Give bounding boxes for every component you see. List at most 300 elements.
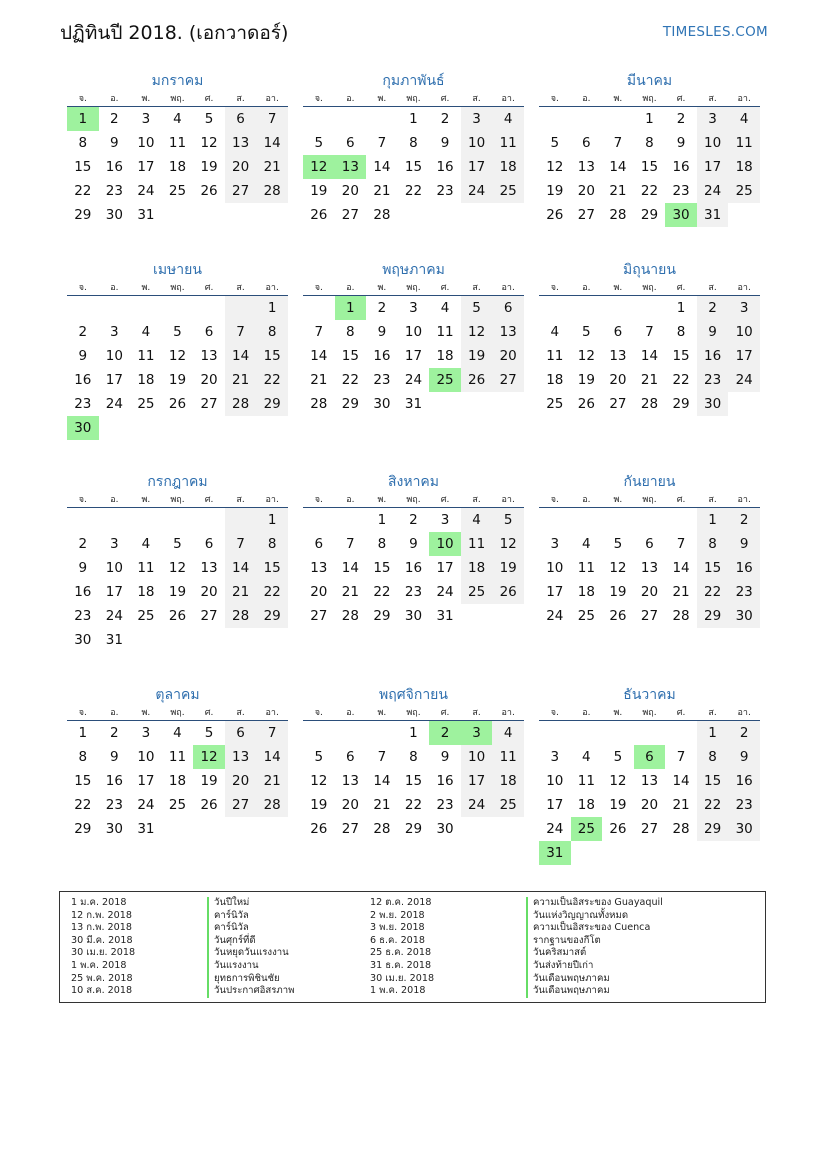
day-cell: 16 — [697, 344, 729, 368]
empty-cell — [539, 107, 571, 131]
empty-cell — [130, 508, 162, 532]
weekday-label: อา. — [265, 495, 279, 505]
day-cell: 12 — [492, 532, 524, 556]
weekday-label: จ. — [550, 708, 559, 718]
day-cell: 23 — [697, 368, 729, 392]
weekday-label: อา. — [501, 94, 515, 104]
day-cell: 29 — [74, 207, 92, 223]
month-block — [67, 684, 288, 841]
day-cell: 17 — [728, 344, 760, 368]
weekday-label: ส. — [708, 94, 717, 104]
month-name: มกราคม — [151, 73, 204, 89]
day-cell: 17 — [137, 159, 155, 175]
weekday-label: ศ. — [204, 495, 214, 505]
day-cell: 20 — [225, 769, 257, 793]
weekday-label: ส. — [236, 94, 245, 104]
day-cell: 27 — [200, 396, 218, 412]
holiday-date: 2 พ.ย. 2018 — [370, 909, 425, 921]
day-cell: 3 — [461, 107, 493, 131]
day-cell: 16 — [436, 773, 454, 789]
day-cell: 17 — [137, 773, 155, 789]
day-cell: 23 — [672, 183, 690, 199]
day-cell: 4 — [492, 721, 524, 745]
weekday-label: อ. — [110, 708, 119, 718]
weekday-label: พฤ. — [406, 283, 421, 293]
day-cell: 31 — [436, 608, 454, 624]
day-cell: 29 — [404, 821, 423, 837]
holiday-date: 30 เม.ย. 2018 — [71, 947, 136, 959]
weekday-label: ส. — [236, 283, 245, 293]
day-cell: 23 — [74, 396, 92, 412]
day-cell: 9 — [440, 749, 450, 765]
empty-cell — [366, 721, 398, 745]
day-cell: 8 — [78, 749, 88, 765]
day-cell: 18 — [137, 584, 155, 600]
weekday-label: ศ. — [440, 708, 450, 718]
day-cell: 7 — [225, 320, 257, 344]
day-cell: 11 — [492, 745, 524, 769]
day-cell: 24 — [404, 372, 423, 388]
day-cell-holiday: 12 — [193, 745, 225, 769]
weekday-label: อา. — [265, 94, 279, 104]
holiday-date: 30 เม.ย. 2018 — [370, 972, 435, 984]
day-cell: 17 — [461, 769, 493, 793]
holiday-date: 12 ต.ค. 2018 — [370, 897, 432, 908]
day-cell: 2 — [78, 324, 88, 340]
weekday-label: ส. — [708, 283, 717, 293]
day-cell: 25 — [492, 793, 524, 817]
weekday-label: อ. — [110, 283, 119, 293]
holiday-names-left — [207, 897, 294, 998]
weekday-header — [539, 706, 760, 721]
day-cell: 6 — [225, 107, 257, 131]
empty-cell — [571, 296, 603, 320]
day-cell: 4 — [582, 536, 591, 552]
day-cell: 24 — [461, 179, 493, 203]
weekday-label: อ. — [346, 495, 355, 505]
weekday-label: พฤ. — [406, 94, 421, 104]
holiday-name: ความเป็นอิสระของ Guayaquil — [526, 897, 663, 910]
day-cell: 27 — [200, 608, 218, 624]
empty-cell — [303, 721, 335, 745]
day-cell-holiday: 6 — [634, 745, 666, 769]
day-cell: 26 — [310, 207, 328, 223]
weekday-label: จ. — [550, 283, 559, 293]
day-cell: 20 — [341, 183, 359, 199]
day-cell: 19 — [168, 584, 187, 600]
day-cell: 12 — [310, 773, 328, 789]
weekday-label: พ. — [613, 495, 623, 505]
month-block — [539, 70, 760, 227]
day-cell: 25 — [546, 396, 564, 412]
day-cell: 31 — [137, 821, 155, 837]
day-cell: 20 — [640, 797, 659, 813]
day-cell: 26 — [546, 207, 564, 223]
weekday-label: จ. — [78, 94, 87, 104]
day-cell: 3 — [409, 300, 418, 316]
day-cell: 3 — [440, 512, 450, 528]
day-cell: 12 — [609, 773, 627, 789]
day-grid — [539, 296, 760, 416]
day-cell: 7 — [676, 536, 686, 552]
day-cell: 9 — [440, 135, 450, 151]
day-cell: 21 — [256, 769, 288, 793]
weekday-label: ส. — [708, 708, 717, 718]
empty-cell — [335, 721, 367, 745]
day-cell: 27 — [640, 821, 659, 837]
day-cell: 5 — [613, 749, 623, 765]
empty-cell — [303, 508, 335, 532]
day-cell: 5 — [461, 296, 493, 320]
day-cell: 3 — [110, 324, 119, 340]
day-cell: 4 — [492, 107, 524, 131]
day-cell: 20 — [341, 797, 359, 813]
holiday-date: 25 พ.ค. 2018 — [71, 972, 133, 984]
day-cell: 11 — [546, 348, 564, 364]
holiday-name: วันปีใหม่ — [207, 897, 294, 910]
weekday-label: พฤ. — [642, 495, 657, 505]
day-cell: 28 — [256, 179, 288, 203]
site-brand-link[interactable]: TIMESLES.COM — [662, 24, 768, 40]
weekday-label: ส. — [472, 708, 481, 718]
day-cell: 21 — [672, 797, 690, 813]
empty-cell — [634, 296, 666, 320]
day-cell: 22 — [640, 183, 659, 199]
day-cell: 6 — [582, 135, 591, 151]
day-cell: 17 — [546, 797, 564, 813]
day-cell: 30 — [373, 396, 391, 412]
month-block — [539, 684, 760, 865]
day-cell: 13 — [310, 560, 328, 576]
day-cell: 7 — [225, 532, 257, 556]
day-cell: 26 — [492, 580, 524, 604]
day-cell: 10 — [105, 348, 123, 364]
day-cell: 19 — [609, 584, 627, 600]
day-cell: 26 — [310, 821, 328, 837]
day-cell: 14 — [310, 348, 328, 364]
weekday-label: ศ. — [204, 708, 214, 718]
holiday-date: 12 ก.พ. 2018 — [71, 909, 132, 921]
day-cell: 18 — [546, 372, 564, 388]
day-cell: 19 — [492, 556, 524, 580]
day-cell: 23 — [728, 793, 760, 817]
day-cell: 22 — [74, 183, 92, 199]
empty-cell — [335, 508, 367, 532]
day-cell: 10 — [461, 131, 493, 155]
weekday-label: ศ. — [676, 708, 686, 718]
day-cell: 23 — [436, 183, 454, 199]
day-cell: 10 — [137, 749, 155, 765]
month-block — [303, 259, 524, 416]
day-cell: 22 — [672, 372, 690, 388]
empty-cell — [162, 296, 194, 320]
day-cell: 9 — [728, 745, 760, 769]
day-cell: 29 — [74, 821, 92, 837]
day-cell: 19 — [461, 344, 493, 368]
weekday-label: ส. — [236, 708, 245, 718]
holiday-date: 1 พ.ค. 2018 — [71, 959, 127, 971]
day-cell: 26 — [168, 608, 187, 624]
weekday-label: จ. — [550, 94, 559, 104]
day-cell: 19 — [577, 372, 595, 388]
weekday-label: พฤ. — [170, 283, 185, 293]
day-cell: 12 — [577, 348, 595, 364]
day-cell: 16 — [728, 556, 760, 580]
day-cell: 8 — [676, 324, 686, 340]
day-cell: 11 — [492, 131, 524, 155]
holiday-name: ยุทธการพิชินชัย — [207, 973, 294, 986]
weekday-label: ส. — [472, 94, 481, 104]
day-cell: 23 — [74, 608, 92, 624]
day-grid — [67, 721, 288, 841]
day-cell: 13 — [225, 131, 257, 155]
holiday-date: 25 ธ.ค. 2018 — [370, 947, 432, 959]
day-cell: 24 — [728, 368, 760, 392]
day-cell: 15 — [404, 159, 423, 175]
day-cell: 18 — [461, 556, 493, 580]
empty-cell — [130, 296, 162, 320]
day-cell: 19 — [546, 183, 564, 199]
day-cell: 8 — [409, 749, 418, 765]
day-cell: 21 — [373, 183, 391, 199]
day-cell: 21 — [256, 155, 288, 179]
weekday-label: ส. — [472, 283, 481, 293]
holiday-name: วันคริสมาสต์ — [526, 947, 663, 960]
day-cell: 13 — [225, 745, 257, 769]
day-cell: 15 — [373, 560, 391, 576]
day-cell: 6 — [204, 536, 214, 552]
day-cell: 20 — [577, 183, 595, 199]
day-cell: 1 — [697, 721, 729, 745]
day-cell: 8 — [78, 135, 88, 151]
day-cell: 12 — [168, 560, 187, 576]
day-cell: 21 — [672, 584, 690, 600]
day-cell: 22 — [256, 580, 288, 604]
day-cell: 7 — [645, 324, 654, 340]
weekday-label: จ. — [314, 283, 323, 293]
weekday-label: พฤ. — [170, 495, 185, 505]
day-cell: 23 — [404, 584, 423, 600]
day-cell: 2 — [110, 725, 119, 741]
day-cell: 29 — [640, 207, 659, 223]
weekday-label: พฤ. — [170, 708, 185, 718]
empty-cell — [539, 296, 571, 320]
weekday-label: พ. — [377, 495, 387, 505]
day-cell-holiday: 30 — [665, 203, 697, 227]
weekday-label: อ. — [582, 495, 591, 505]
day-cell: 19 — [310, 797, 328, 813]
day-cell: 16 — [74, 372, 92, 388]
day-cell: 22 — [697, 580, 729, 604]
day-cell: 17 — [105, 584, 123, 600]
empty-cell — [99, 296, 131, 320]
day-cell: 9 — [78, 348, 88, 364]
empty-cell — [99, 508, 131, 532]
day-cell: 14 — [225, 344, 257, 368]
weekday-label: อ. — [582, 708, 591, 718]
weekday-header — [303, 706, 524, 721]
weekday-label: พฤ. — [642, 283, 657, 293]
day-grid — [303, 508, 524, 628]
weekday-label: อ. — [110, 495, 119, 505]
day-cell: 3 — [550, 749, 560, 765]
day-cell: 22 — [404, 797, 423, 813]
day-cell: 2 — [377, 300, 387, 316]
weekday-label: อ. — [582, 94, 591, 104]
day-cell: 30 — [404, 608, 423, 624]
weekday-label: พฤ. — [406, 708, 421, 718]
holiday-date: 10 ส.ค. 2018 — [71, 985, 133, 997]
day-grid — [539, 721, 760, 865]
holiday-name: คาร์นิวัล — [207, 910, 294, 923]
holiday-name: วันแห่งวิญญาณทั้งหมด — [526, 910, 663, 923]
day-cell: 13 — [341, 773, 359, 789]
day-cell: 9 — [110, 135, 119, 151]
day-cell: 30 — [728, 817, 760, 841]
day-cell: 20 — [310, 584, 328, 600]
day-cell: 11 — [168, 135, 187, 151]
day-cell: 5 — [550, 135, 560, 151]
day-cell: 10 — [546, 560, 564, 576]
day-cell: 28 — [225, 604, 257, 628]
day-cell: 28 — [341, 608, 359, 624]
day-cell: 10 — [137, 135, 155, 151]
day-cell: 16 — [74, 584, 92, 600]
empty-cell — [665, 721, 697, 745]
weekday-label: จ. — [78, 283, 87, 293]
month-name: เมษายน — [153, 262, 202, 278]
day-cell: 6 — [225, 721, 257, 745]
day-cell: 20 — [609, 372, 627, 388]
weekday-label: อา. — [737, 495, 751, 505]
day-cell: 24 — [461, 793, 493, 817]
day-cell: 25 — [137, 608, 155, 624]
day-cell: 29 — [697, 604, 729, 628]
day-cell: 11 — [137, 560, 155, 576]
weekday-label: พ. — [141, 708, 151, 718]
day-cell: 18 — [577, 584, 595, 600]
day-cell: 30 — [728, 604, 760, 628]
day-cell: 11 — [728, 131, 760, 155]
day-cell: 9 — [409, 536, 418, 552]
day-cell-holiday: 10 — [429, 532, 461, 556]
day-cell: 8 — [697, 532, 729, 556]
day-cell: 5 — [204, 111, 214, 127]
day-cell: 7 — [256, 721, 288, 745]
holiday-date: 1 ม.ค. 2018 — [71, 897, 127, 908]
day-cell: 6 — [346, 749, 355, 765]
day-cell-holiday: 1 — [67, 107, 99, 131]
day-cell: 8 — [256, 320, 288, 344]
holiday-name: วันศุกร์ที่ดี — [207, 935, 294, 948]
day-cell: 26 — [461, 368, 493, 392]
day-cell: 15 — [256, 556, 288, 580]
day-cell: 4 — [550, 324, 560, 340]
empty-cell — [335, 107, 367, 131]
day-cell: 17 — [546, 584, 564, 600]
day-cell: 12 — [609, 560, 627, 576]
day-cell: 3 — [141, 111, 151, 127]
holiday-dates-left — [71, 897, 135, 998]
day-cell: 29 — [373, 608, 391, 624]
day-cell: 24 — [697, 179, 729, 203]
weekday-header — [303, 281, 524, 296]
weekday-label: อา. — [501, 708, 515, 718]
day-cell: 9 — [728, 532, 760, 556]
empty-cell — [67, 296, 99, 320]
holiday-date: 1 พ.ค. 2018 — [370, 985, 426, 997]
day-grid — [303, 296, 524, 416]
day-cell: 4 — [173, 725, 182, 741]
month-name: พฤศจิกายน — [379, 687, 448, 703]
weekday-header — [303, 92, 524, 107]
empty-cell — [602, 296, 634, 320]
day-cell: 21 — [373, 797, 391, 813]
day-cell: 18 — [492, 155, 524, 179]
weekday-label: ศ. — [440, 283, 450, 293]
weekday-header — [539, 92, 760, 107]
day-cell: 28 — [310, 396, 328, 412]
weekday-label: อา. — [737, 94, 751, 104]
day-cell: 25 — [577, 608, 595, 624]
day-cell: 1 — [676, 300, 686, 316]
empty-cell — [303, 107, 335, 131]
day-cell: 13 — [200, 560, 218, 576]
day-cell: 17 — [105, 372, 123, 388]
day-cell: 30 — [105, 821, 123, 837]
weekday-label: พ. — [141, 94, 151, 104]
day-cell: 19 — [200, 159, 218, 175]
day-cell: 22 — [74, 797, 92, 813]
day-cell: 4 — [461, 508, 493, 532]
weekday-label: พ. — [141, 283, 151, 293]
day-cell: 1 — [409, 725, 418, 741]
day-cell: 6 — [492, 296, 524, 320]
day-cell: 7 — [613, 135, 623, 151]
day-cell: 15 — [341, 348, 359, 364]
day-cell: 27 — [341, 207, 359, 223]
day-cell: 27 — [225, 179, 257, 203]
weekday-label: อา. — [737, 708, 751, 718]
empty-cell — [571, 508, 603, 532]
day-cell: 28 — [609, 207, 627, 223]
empty-cell — [539, 508, 571, 532]
month-name: พฤษภาคม — [382, 262, 445, 278]
day-grid — [303, 721, 524, 841]
month-name: มีนาคม — [626, 73, 673, 89]
day-cell: 10 — [461, 745, 493, 769]
day-cell: 5 — [314, 749, 324, 765]
day-grid — [67, 296, 288, 440]
day-cell: 1 — [256, 296, 288, 320]
day-cell: 5 — [173, 324, 182, 340]
day-cell: 4 — [141, 536, 151, 552]
empty-cell — [602, 508, 634, 532]
day-cell: 26 — [200, 797, 218, 813]
empty-cell — [162, 508, 194, 532]
day-grid — [67, 508, 288, 652]
day-cell: 12 — [200, 135, 218, 151]
day-cell: 8 — [645, 135, 654, 151]
day-cell: 11 — [137, 348, 155, 364]
day-cell: 16 — [672, 159, 690, 175]
page-title: ปฏิทินปี 2018. (เอกวาดอร์) — [60, 22, 289, 44]
day-cell: 4 — [440, 300, 450, 316]
weekday-label: อา. — [265, 283, 279, 293]
day-cell: 5 — [173, 536, 182, 552]
weekday-label: ส. — [472, 495, 481, 505]
weekday-label: ศ. — [440, 94, 450, 104]
